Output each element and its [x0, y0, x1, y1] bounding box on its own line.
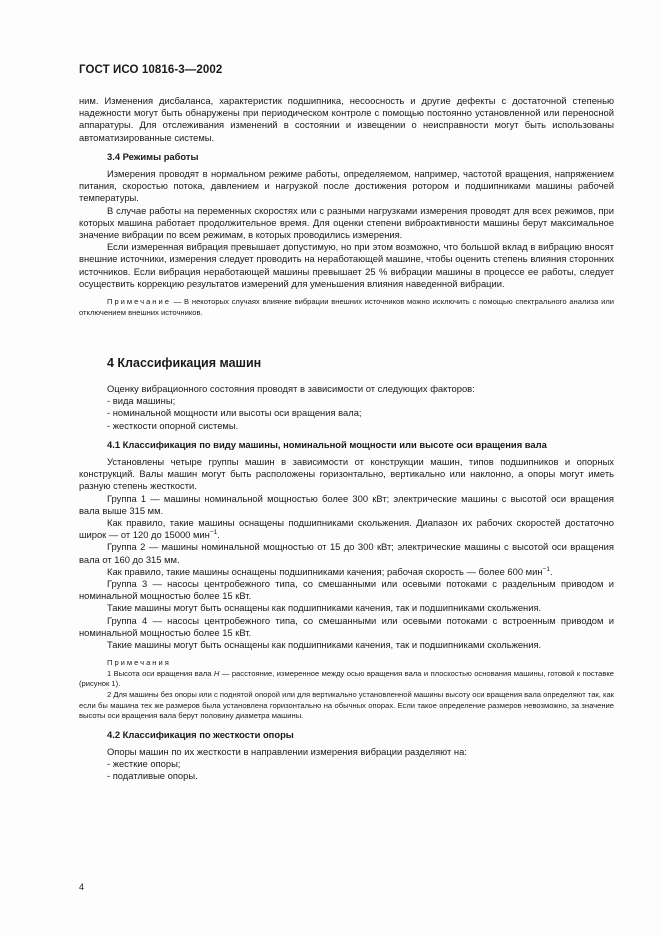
unit-exponent: −1: [209, 529, 218, 537]
section-3-4-paragraph-3: Если измеренная вибрация превышает допустимую, но при этом возможно, что большой вклад в вибрацию вносят внешние источники, измерения следует проводить на неработающей машине, чтобы оценить степень влияния сторонних источников. Если вибрация неработающей машины превышает 25 % вибрации машины в процессе ее работы, следует осуществить коррекцию результатов измерений для уменьшения влияния наведенной вибрации.: [79, 241, 614, 289]
page-number: 4: [79, 882, 85, 892]
section-4-block: [79, 383, 614, 783]
section-4-1-title: 4.1 Классификация по виду машины, номинальной мощности или высоте оси вращения вала: [107, 438, 547, 450]
note-label: Примечание: [107, 297, 171, 307]
sentence-end: .: [217, 529, 220, 541]
group-2-note: [79, 566, 614, 578]
note-1: [79, 669, 614, 690]
group-1-note: [79, 517, 614, 541]
factor-item: - жесткости опорной системы.: [107, 419, 239, 431]
section-3-4-note: [79, 297, 614, 318]
group-3-paragraph: Группа 3 — насосы центробежного типа, со смешанными или осевыми потоками с раздельным приводом и номинальной мощностью более 15 кВт.: [79, 578, 614, 602]
group-1-note-text: Как правило, такие машины оснащены подшипниками скольжения. Диапазон их рабочих скоростей достаточно широк — от 120 до 15000 мин: [79, 517, 614, 541]
section-3-4-paragraph-2: В случае работы на переменных скоростях или с разными нагрузками измерения проводят для всех режимов, при которых машина работает продолжительное время. Для оценки степени виброактивности машины берут максимальное значение вибрации по всем режимам, в которых проводились измерения.: [79, 204, 614, 241]
section-4-intro: Оценку вибрационного состояния проводят в зависимости от следующих факторов:: [107, 383, 475, 394]
section-4-2-title: 4.2 Классификация по жесткости опоры: [107, 728, 294, 740]
continued-paragraph: ним. Изменения дисбаланса, характеристик подшипника, несоосность и другие дефекты с достаточной степенью надежности могут быть обнаружены при периодическом контроле с помощью постоянно установленной или переносной аппаратуры. Для отслеживания изменений в состоянии и извещении о неисправности могут быть использованы автоматизированные системы.: [79, 95, 614, 143]
group-2-paragraph: Группа 2 — машины номинальной мощностью от 15 до 300 кВт; электрические машины с высотой оси вращения вала от 160 до 315 мм.: [79, 541, 614, 565]
group-3-note: Такие машины могут быть оснащены как подшипниками качения, так и подшипниками скольжения.: [107, 602, 542, 614]
document-header: ГОСТ ИСО 10816-3—2002: [79, 64, 223, 76]
section-4-1-paragraph: Установлены четыре группы машин в зависимости от конструкции машин, типов подшипников и опорных конструкций. Валы машин могут быть расположены горизонтально, вертикально или наклонно, а опоры могут иметь разную степень жесткости.: [79, 456, 614, 492]
group-4-note: Такие машины могут быть оснащены как подшипниками качения, так и подшипниками скольжения.: [107, 639, 542, 651]
note-text: — В некоторых случаях влияние вибрации внешних источников можно исключить с помощью спектрального анализа или отключением внешних источников.: [79, 297, 614, 317]
sentence-end: .: [549, 565, 553, 577]
section-3-4-title: 3.4 Режимы работы: [107, 150, 199, 162]
factor-item: - вида машины;: [107, 395, 176, 407]
note-1-text-end: — расстояние, измеренное между осью вращения вала и плоскостью основания машины, готовой к поставке (рисунок 1).: [79, 668, 614, 689]
section-3-4-paragraph-1: Измерения проводят в нормальном режиме работы, определяемом, например, частотой вращения, напряжением питания, скоростью потока, давлением и нагрузкой после достижения ротором и подшипниками машины рабочей температуры.: [79, 168, 614, 204]
support-item: - жесткие опоры;: [107, 758, 181, 770]
notes-label: Примечания: [107, 658, 171, 668]
section-4-2-paragraph: Опоры машин по их жесткости в направлении измерения вибрации разделяют на:: [107, 746, 467, 758]
group-4-paragraph: Группа 4 — насосы центробежного типа, со смешанными или осевыми потоками с встроенным приводом и номинальной мощностью более 15 кВт.: [79, 614, 614, 638]
support-item: - податливые опоры.: [107, 770, 198, 782]
note-2: 2 Для машины без опоры или с поднятой опорой или для вертикально установленной машины высоту оси вращения вала определяют так, как если бы машина тех же размеров была установлена горизонтально на обычных опорах. Если такое определение размеров невозможно, за значение высоты оси вращения вала берут половину диаметра машины.: [79, 690, 614, 721]
factor-item: - номинальной мощности или высоты оси вращения вала;: [107, 407, 362, 419]
group-1-paragraph: Группа 1 — машины номинальной мощностью более 300 кВт; электрические машины с высотой оси вращения вала выше 315 мм.: [79, 492, 614, 516]
section-3-block: [79, 95, 614, 318]
variable-h: H: [213, 668, 220, 678]
section-4-title: 4 Классификация машин: [107, 356, 262, 370]
group-2-note-text: Как правило, такие машины оснащены подшипниками качения; рабочая скорость — более 600 мин: [107, 565, 543, 577]
note-1-text-start: 1 Высота оси вращения вала: [107, 668, 214, 678]
unit-exponent: −1: [542, 565, 550, 573]
